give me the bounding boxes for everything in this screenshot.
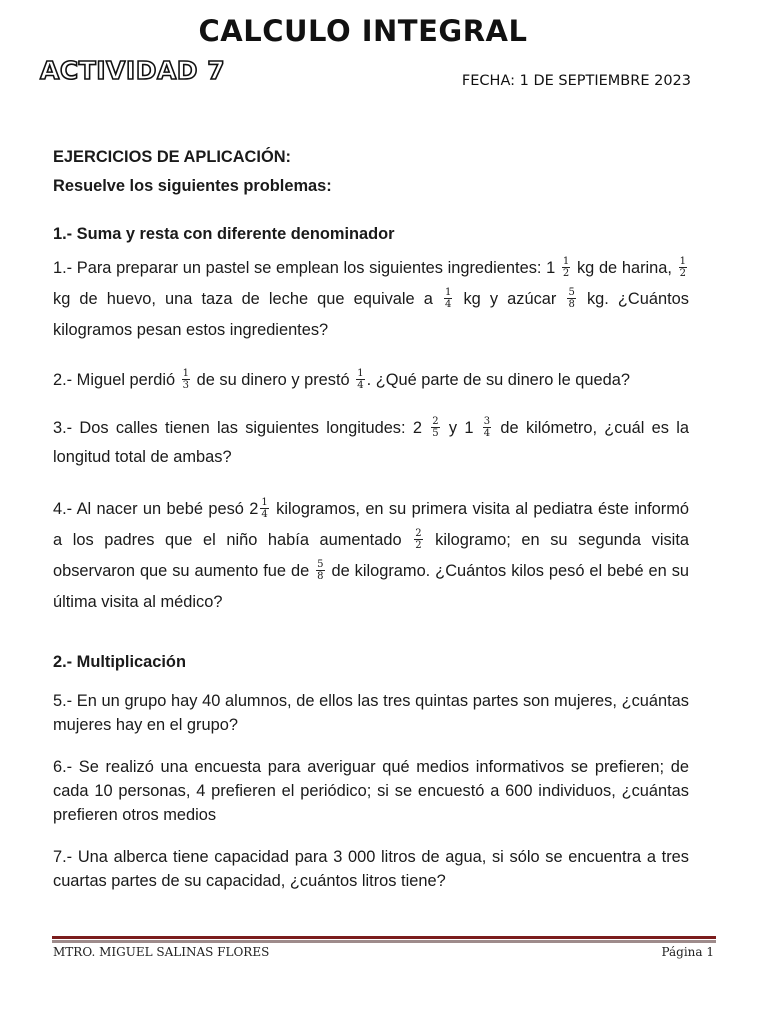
fraction: $\frac{1}{4}$ bbox=[357, 368, 364, 392]
fraction: $\frac{5}{8}$ bbox=[568, 287, 575, 311]
problem-2: 2.- Miguel perdió $\frac{1}{3}$ de su dinero y prestó $\frac{1}{4}$ . ¿Qué parte de su dinero le queda? bbox=[53, 368, 630, 392]
problem-1: 1.- Para preparar un pastel se emplean los siguientes ingredientes: 1 $\frac{1}{2}$ kg de harina, $\frac{1}{2}$ kg de huevo, una taza de leche que equivale a $\frac{1}{4}$ kg y azúcar $\frac{5}{8}$ kg. ¿Cuántos kilogramos pesan estos ingredientes? bbox=[53, 256, 689, 339]
footer-page-number: Página 1 bbox=[661, 945, 714, 959]
document-body bbox=[53, 143, 689, 911]
footer-author: MTRO. MIGUEL SALINAS FLORES bbox=[53, 945, 270, 959]
problem-6: 6.- Se realizó una encuesta para averiguar qué medios informativos se prefieren; de cada 10 personas, 4 prefieren el periódico; si se encuestó a 600 individuos, ¿cuántas prefieren otros medios bbox=[53, 758, 689, 825]
problem-5: 5.- En un grupo hay 40 alumnos, de ellos las tres quintas partes son mujeres, ¿cuántas mujeres hay en el grupo? bbox=[53, 692, 689, 735]
footer-divider bbox=[52, 936, 716, 939]
fraction: $\frac{2}{2}$ bbox=[415, 528, 422, 552]
fraction: $\frac{1}{2}$ bbox=[562, 256, 570, 280]
instruction-text: Resuelve los siguientes problemas: bbox=[53, 177, 332, 195]
section-title-multiplication: 2.- Multiplicación bbox=[53, 653, 186, 672]
exercises-heading: EJERCICIOS DE APLICACIÓN: bbox=[53, 148, 291, 166]
fraction: $\frac{1}{4}$ bbox=[445, 287, 452, 311]
problem-3: 3.- Dos calles tienen las siguientes longitudes: 2 $\frac{2}{5}$ y 1 $\frac{3}{4}$ de kilómetro, ¿cuál es la longitud total de ambas? bbox=[53, 416, 689, 467]
section-title-addition: 1.- Suma y resta con diferente denominador bbox=[53, 225, 395, 243]
fraction: $\frac{1}{2}$ bbox=[679, 256, 686, 280]
fraction: $\frac{1}{3}$ bbox=[182, 368, 190, 392]
fraction: $\frac{1}{4}$ bbox=[261, 497, 268, 521]
date-label: FECHA: 1 DE SEPTIEMBRE 2023 bbox=[461, 73, 691, 89]
fraction: $\frac{3}{4}$ bbox=[483, 416, 491, 440]
problem-7: 7.- Una alberca tiene capacidad para 3 000 litros de agua, si sólo se encuentra a tres cuartas partes de su capacidad, ¿cuántos litros tiene? bbox=[53, 848, 689, 891]
document-title: CALCULO INTEGRAL bbox=[198, 14, 528, 48]
activity-label: ACTIVIDAD 7 bbox=[40, 56, 226, 85]
fraction: $\frac{5}{8}$ bbox=[317, 559, 324, 583]
problem-4: 4.- Al nacer un bebé pesó 2 $\frac{1}{4}$ kilogramos, en su primera visita al pediatra éste informó a los padres que el niño había aumentado $\frac{2}{2}$ kilogramo; en su segunda visita observaron que su aumento fue de $\frac{5}{8}$ de kilogramo. ¿Cuántos kilos pesó el bebé en su última visita al médico? bbox=[53, 497, 689, 612]
fraction: $\frac{2}{5}$ bbox=[432, 416, 439, 440]
